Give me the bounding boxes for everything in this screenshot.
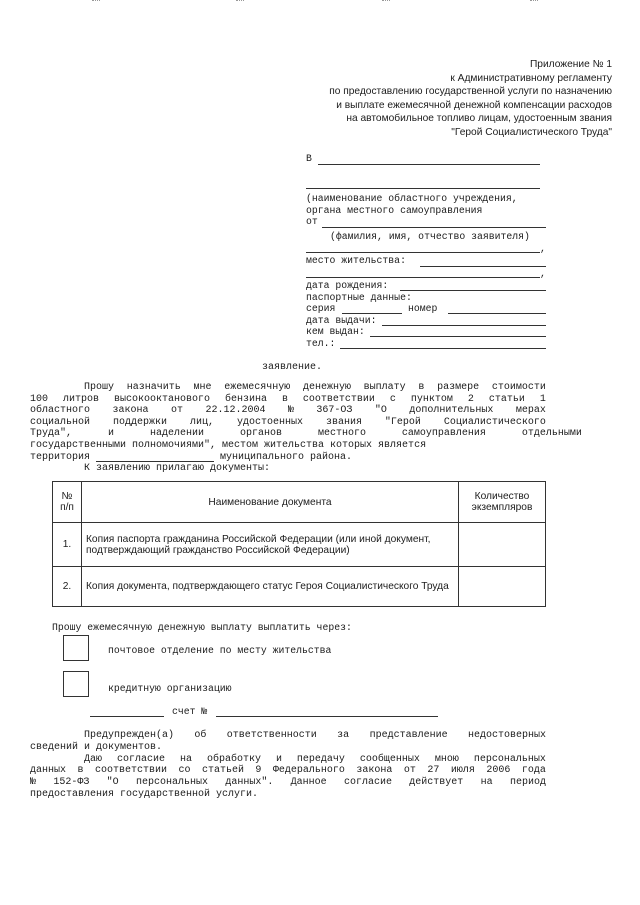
word: закона [356, 765, 393, 777]
word: № [287, 405, 294, 417]
word: период [509, 777, 546, 789]
word: отдельными [521, 428, 582, 440]
residence-label: место жительства: [306, 255, 406, 266]
word: 1 [539, 393, 546, 405]
annex-line: к Административному регламенту [450, 72, 612, 84]
word: Даю [84, 753, 103, 765]
word: самоуправления [401, 428, 486, 440]
documents-table [52, 481, 546, 607]
birth-label: дата рождения: [306, 280, 389, 291]
table-row [53, 523, 546, 567]
attachments-label: К заявлению прилагаю документы: [84, 463, 271, 475]
consent-line-2 [30, 765, 546, 777]
word: Труда", [30, 428, 73, 440]
scan-mark [530, 0, 538, 3]
word: социальной [30, 416, 91, 428]
warning-paragraph [30, 730, 546, 801]
word: статьей [201, 765, 244, 777]
word: наделении [149, 428, 204, 440]
scan-mark [382, 0, 390, 3]
word: № [30, 777, 37, 789]
word: 152-ФЗ [53, 777, 90, 789]
warning-line-1 [84, 730, 546, 742]
word: со [178, 765, 191, 777]
word: 2 [467, 393, 474, 405]
word: об [194, 730, 207, 741]
word: "Герой [384, 416, 421, 428]
word: "О [374, 405, 387, 417]
word: Федерального [272, 765, 345, 777]
from-field[interactable] [322, 227, 546, 228]
request-line-8 [84, 463, 546, 475]
word: согласие [116, 753, 165, 765]
word: лиц, [189, 416, 214, 428]
annex-line: на автомобильное топливо лицам, удостоенным звания [346, 113, 612, 125]
consent-text: предоставления государственной услуги. [30, 788, 259, 800]
request-line-7 [30, 452, 546, 464]
col-number: № п/п [53, 482, 82, 523]
word: на [179, 753, 192, 765]
word: и [107, 428, 114, 440]
consent-line-3 [30, 777, 546, 789]
word: пунктом [410, 393, 453, 405]
account-label: счет № [172, 706, 208, 717]
word: представление [369, 730, 448, 741]
bank-checkbox[interactable] [63, 671, 89, 697]
word: на [480, 777, 493, 789]
request-line-5 [30, 428, 582, 440]
word: областного [30, 405, 91, 417]
word: назначить [126, 382, 181, 393]
word: и [275, 753, 282, 765]
name-hint: (фамилия, имя, отчество заявителя) [330, 231, 530, 242]
district-label: муниципального района. [220, 451, 353, 463]
word: в [281, 393, 288, 405]
issued-by-label: кем выдан: [306, 326, 365, 337]
row-number: 1. [53, 523, 82, 567]
word: данных". [225, 777, 274, 789]
request-paragraph [30, 382, 582, 475]
residence-field-line[interactable] [306, 277, 540, 278]
issue-date-field[interactable] [382, 325, 546, 326]
request-line-1 [84, 382, 546, 394]
series-label: серия [306, 303, 336, 314]
warning-line-2 [30, 742, 546, 754]
row-document: Копия паспорта гражданина Российской Федерации (или иной документ, подтверждающий гражданство Российской Федерации) [82, 523, 459, 567]
annex-line: по предоставлению государственной услуги по назначению [329, 86, 612, 98]
word: 27 [427, 765, 440, 777]
number-field[interactable] [448, 313, 546, 314]
birth-field[interactable] [400, 290, 546, 291]
request-line-6 [30, 440, 546, 452]
comma: , [540, 243, 546, 254]
word: 22.12.2004 [205, 405, 266, 417]
table-header-row [53, 482, 546, 523]
word: литров [62, 393, 99, 405]
word: соответствии [94, 765, 167, 777]
bank-name-field[interactable] [90, 716, 164, 717]
phone-label: тел.: [306, 338, 336, 349]
scan-mark [92, 0, 100, 3]
word: бензина [224, 393, 267, 405]
number-label: номер [408, 303, 438, 314]
word: поддержки [112, 416, 167, 428]
territory-field[interactable] [96, 452, 214, 462]
word: Прошу [84, 382, 115, 393]
row-count[interactable] [459, 567, 546, 607]
consent-line-4 [30, 789, 546, 801]
scan-mark [236, 0, 244, 3]
word: от [170, 405, 183, 417]
word: денежную [302, 382, 351, 393]
word: органов [239, 428, 282, 440]
word: размере [437, 382, 480, 393]
word: удостоенных [236, 416, 303, 428]
account-field[interactable] [216, 716, 438, 717]
word: за [337, 730, 350, 741]
annex-line: Приложение № 1 [529, 59, 612, 70]
word: согласие [343, 777, 392, 789]
post-office-checkbox[interactable] [63, 635, 89, 661]
word: данных [30, 765, 67, 777]
series-field[interactable] [342, 313, 402, 314]
word: обработку [206, 753, 261, 765]
col-document: Наименование документа [82, 482, 459, 523]
word: с [389, 393, 396, 405]
issue-date-label: дата выдачи: [306, 315, 377, 326]
to-label: В [306, 153, 312, 164]
word: статьи [488, 393, 525, 405]
word: мерах [515, 405, 546, 417]
word: июля [450, 765, 475, 777]
comma: , [540, 268, 546, 279]
word: дополнительных [409, 405, 494, 417]
word: в [418, 382, 425, 393]
word: в [77, 765, 84, 777]
word: высокооктанового [113, 393, 210, 405]
word: "О [106, 777, 119, 789]
request-line-3 [30, 405, 546, 417]
word: передачу [296, 753, 345, 765]
word: выплату [363, 382, 406, 393]
word: года [521, 765, 546, 777]
row-number: 2. [53, 567, 82, 607]
residence-field[interactable] [420, 266, 546, 267]
row-document: Копия документа, подтверждающего статус Героя Социалистического Труда [82, 567, 459, 607]
document-title: заявление. [262, 362, 323, 373]
post-office-label: почтовое отделение по месту жительства [108, 645, 332, 656]
request-text: государственными полномочиями", местом жительства которых является [30, 439, 427, 451]
org-hint-1: (наименование областного учреждения, [306, 193, 518, 204]
word: соответствии [302, 393, 375, 405]
word: от [403, 765, 416, 777]
word: ответственности [226, 730, 317, 741]
word: 2006 [486, 765, 511, 777]
word: мне [193, 382, 212, 393]
word: ежемесячную [224, 382, 291, 393]
word: действует [409, 777, 464, 789]
col-count: Количество экземпляров [459, 482, 546, 523]
consent-line-1 [84, 754, 546, 766]
word: 100 [30, 393, 49, 405]
org-hint-2: органа местного самоуправления [306, 205, 483, 216]
annex-line: и выплате ежемесячной денежной компенсации расходов [336, 99, 612, 111]
word: недостоверных [467, 730, 546, 741]
word: 9 [255, 765, 262, 777]
name-field-line[interactable] [306, 252, 540, 253]
territory-label: территория [30, 451, 91, 463]
table-row [53, 567, 546, 607]
warning-text: сведений и документов. [30, 741, 163, 753]
word: мною [434, 753, 459, 765]
word: местного [317, 428, 366, 440]
word: закона [112, 405, 149, 417]
from-label: от [306, 216, 318, 227]
word: персональных [473, 753, 546, 765]
issued-by-field[interactable] [370, 336, 546, 337]
passport-label: паспортные данные: [306, 292, 412, 303]
word: Предупрежден(а) [84, 730, 175, 741]
word: Данное [290, 777, 327, 789]
word: 367-ОЗ [316, 405, 353, 417]
annex-header [252, 58, 612, 140]
request-line-4 [30, 417, 546, 429]
word: Социалистического [443, 416, 546, 428]
bank-label: кредитную организацию [108, 683, 232, 694]
payment-intro: Прошу ежемесячную денежную выплату выплатить через: [52, 622, 352, 633]
word: стоимости [491, 382, 546, 393]
annex-line: "Герой Социалистического Труда" [451, 126, 612, 138]
row-count[interactable] [459, 523, 546, 567]
phone-field[interactable] [340, 348, 546, 349]
request-line-2 [30, 394, 546, 406]
org-field[interactable] [306, 188, 540, 189]
word: звания [325, 416, 362, 428]
to-field[interactable] [318, 164, 540, 165]
word: сообщенных [359, 753, 420, 765]
word: персональных [135, 777, 208, 789]
